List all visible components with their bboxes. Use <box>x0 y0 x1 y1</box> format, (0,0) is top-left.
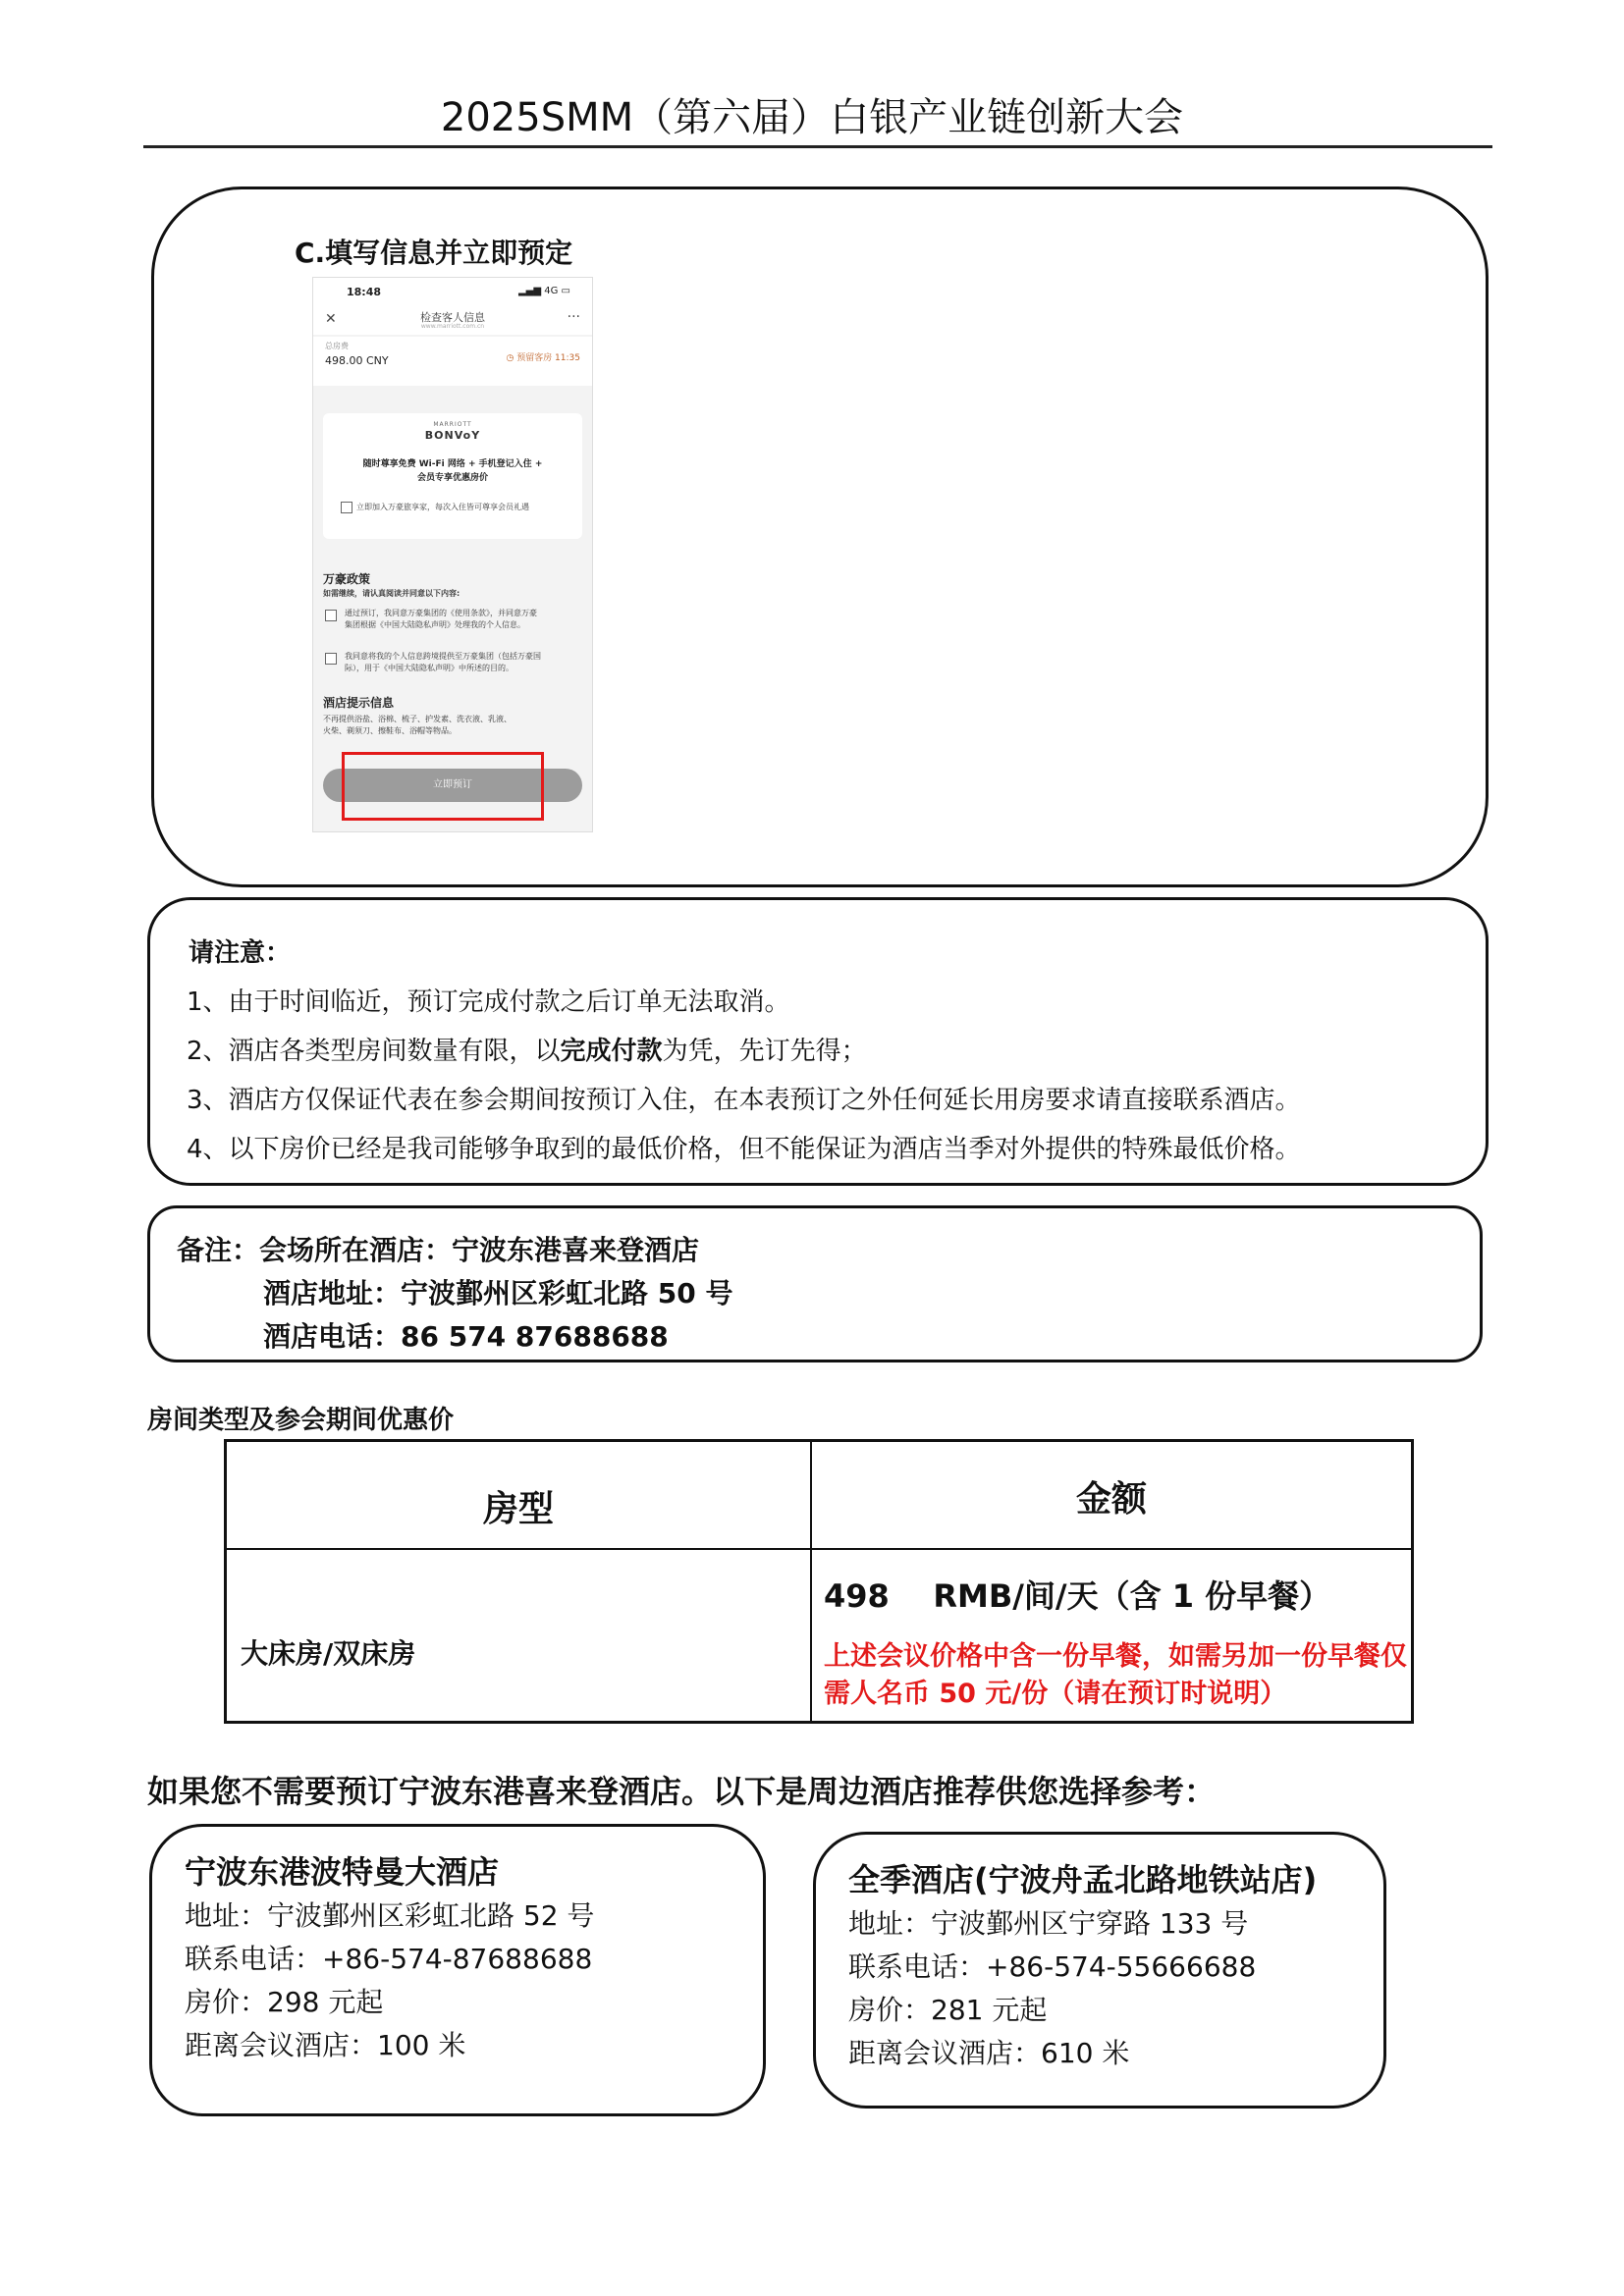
step-c-title: C.填写信息并立即预定 <box>295 237 573 269</box>
room-table-title: 房间类型及参会期间优惠价 <box>147 1406 455 1435</box>
notice-item-2-tail: 为凭，先订先得； <box>662 1037 867 1066</box>
highlight-rectangle <box>342 752 544 821</box>
policy-1-line2: 集团根据《中国大陆隐私声明》处理我的个人信息。 <box>345 620 525 629</box>
phone-signal: ▂▄▆ 4G ▭ <box>517 286 570 296</box>
notice-title: 请注意： <box>189 938 292 968</box>
join-option-text: 立即加入万豪旅享家，每次入住皆可尊享会员礼遇 <box>356 503 529 511</box>
brand-logo: BONVoY <box>424 429 481 442</box>
phone-timer <box>506 350 580 363</box>
notice-item-3: 3、酒店方仅保证代表在参会期间按预订入住，在本表预订之外任何延长用房要求请直接联系酒店。 <box>187 1086 1301 1115</box>
header-amount: 金额 <box>1075 1479 1147 1520</box>
notice-item-4: 4、以下房价已经是我司能够争取到的最低价格，但不能保证为酒店当季对外提供的特殊最低价格。 <box>187 1135 1301 1164</box>
hotel-1-price: 房价：298 元起 <box>185 1986 384 2018</box>
policy-subtitle: 如需继续，请认真阅读并同意以下内容: <box>323 589 460 598</box>
phone-timer-text: 预留客房 11:35 <box>516 353 580 363</box>
notice-item-2-head: 2、酒店各类型房间数量有限，以 <box>187 1037 561 1066</box>
hotel-1-address: 地址：宁波鄞州区彩虹北路 52 号 <box>185 1899 595 1932</box>
room-table <box>224 1439 1414 1724</box>
room-price-cell: 498 RMB/间/天（含 1 份早餐） <box>824 1577 1331 1615</box>
header-room-type: 房型 <box>482 1489 554 1529</box>
hotel-2-name: 全季酒店(宁波舟孟北路地铁站店) <box>848 1861 1318 1898</box>
phone-price: 498.00 CNY <box>325 354 389 367</box>
phone-nav-bar <box>313 305 592 335</box>
policy-2-line2: 际），用于《中国大陆隐私声明》中所述的目的。 <box>345 664 514 672</box>
more-icon[interactable]: ··· <box>567 309 580 325</box>
remark-address: 酒店地址：宁波鄞州区彩虹北路 50 号 <box>263 1277 733 1309</box>
phone-price-label: 总房费 <box>325 342 349 350</box>
hotel-2-distance: 距离会议酒店：610 米 <box>848 2037 1130 2069</box>
phone-status-bar <box>313 278 592 305</box>
phone-nav-title: 检查客人信息 <box>420 311 485 324</box>
phone-screenshot <box>312 277 593 832</box>
breakfast-note: 上述会议价格中含一份早餐，如需另加一份早餐仅需人名币 50 元/份（请在预订时说明） <box>824 1641 1407 1709</box>
brand-small-text: MARRIOTT <box>433 421 472 428</box>
hotel-1-distance: 距离会议酒店：100 米 <box>185 2029 466 2061</box>
policy-1-line1: 通过预订，我同意万豪集团的《使用条款》，并同意万豪 <box>345 609 537 617</box>
hotel-2-phone: 联系电话：+86-574-55666688 <box>848 1950 1257 1983</box>
close-icon[interactable]: ✕ <box>325 311 337 327</box>
phone-bonvoy-card <box>323 413 582 539</box>
policy-title: 万豪政策 <box>323 572 371 586</box>
hotel-2-address: 地址：宁波鄞州区宁穿路 133 号 <box>848 1907 1249 1940</box>
policy-2-line1: 我同意将我的个人信息跨境提供至万豪集团（包括万豪国 <box>345 652 541 661</box>
hotel-2-price: 房价：281 元起 <box>848 1994 1048 2026</box>
hotel-info-line1: 不再提供浴盐、浴棉、梳子、护发素、洗衣液、乳液、 <box>323 715 512 723</box>
phone-price-area <box>313 337 592 386</box>
notice-item-2-bold: 完成付款 <box>560 1037 663 1066</box>
join-checkbox[interactable] <box>341 502 352 513</box>
phone-time: 18:48 <box>347 286 382 298</box>
phone-network: 4G <box>544 286 559 296</box>
hotel-info-title: 酒店提示信息 <box>323 696 395 710</box>
header-divider <box>143 145 1492 148</box>
card-benefit-line2: 会员专享优惠房价 <box>416 473 488 483</box>
policy-checkbox-2[interactable] <box>325 653 337 665</box>
policy-checkbox-1[interactable] <box>325 610 337 621</box>
book-now-button[interactable]: 立即预订 <box>323 769 582 802</box>
alternatives-title: 如果您不需要预订宁波东港喜来登酒店。以下是周边酒店推荐供您选择参考： <box>147 1773 1217 1810</box>
table-row-divider <box>227 1548 1411 1550</box>
remark-venue: 备注：会场所在酒店：宁波东港喜来登酒店 <box>177 1234 700 1266</box>
page-title: 2025SMM（第六届）白银产业链创新大会 <box>440 95 1184 140</box>
remark-phone: 酒店电话：86 574 87688688 <box>263 1320 669 1353</box>
card-benefit-line1: 随时尊享免费 Wi-Fi 网络 + 手机登记入住 + <box>362 459 543 469</box>
room-type-cell: 大床房/双床房 <box>241 1637 416 1670</box>
hotel-1-phone: 联系电话：+86-574-87688688 <box>185 1943 593 1975</box>
hotel-1-name: 宁波东港波特曼大酒店 <box>185 1853 500 1891</box>
hotel-info-line2: 火柴、剃须刀、擦鞋布、浴帽等物品。 <box>323 726 457 735</box>
notice-item-1: 1、由于时间临近，预订完成付款之后订单无法取消。 <box>187 988 790 1017</box>
phone-nav-subtitle: www.marriott.com.cn <box>420 323 485 330</box>
notice-item-2 <box>187 1031 867 1067</box>
clock-icon: ◷ <box>506 353 514 363</box>
